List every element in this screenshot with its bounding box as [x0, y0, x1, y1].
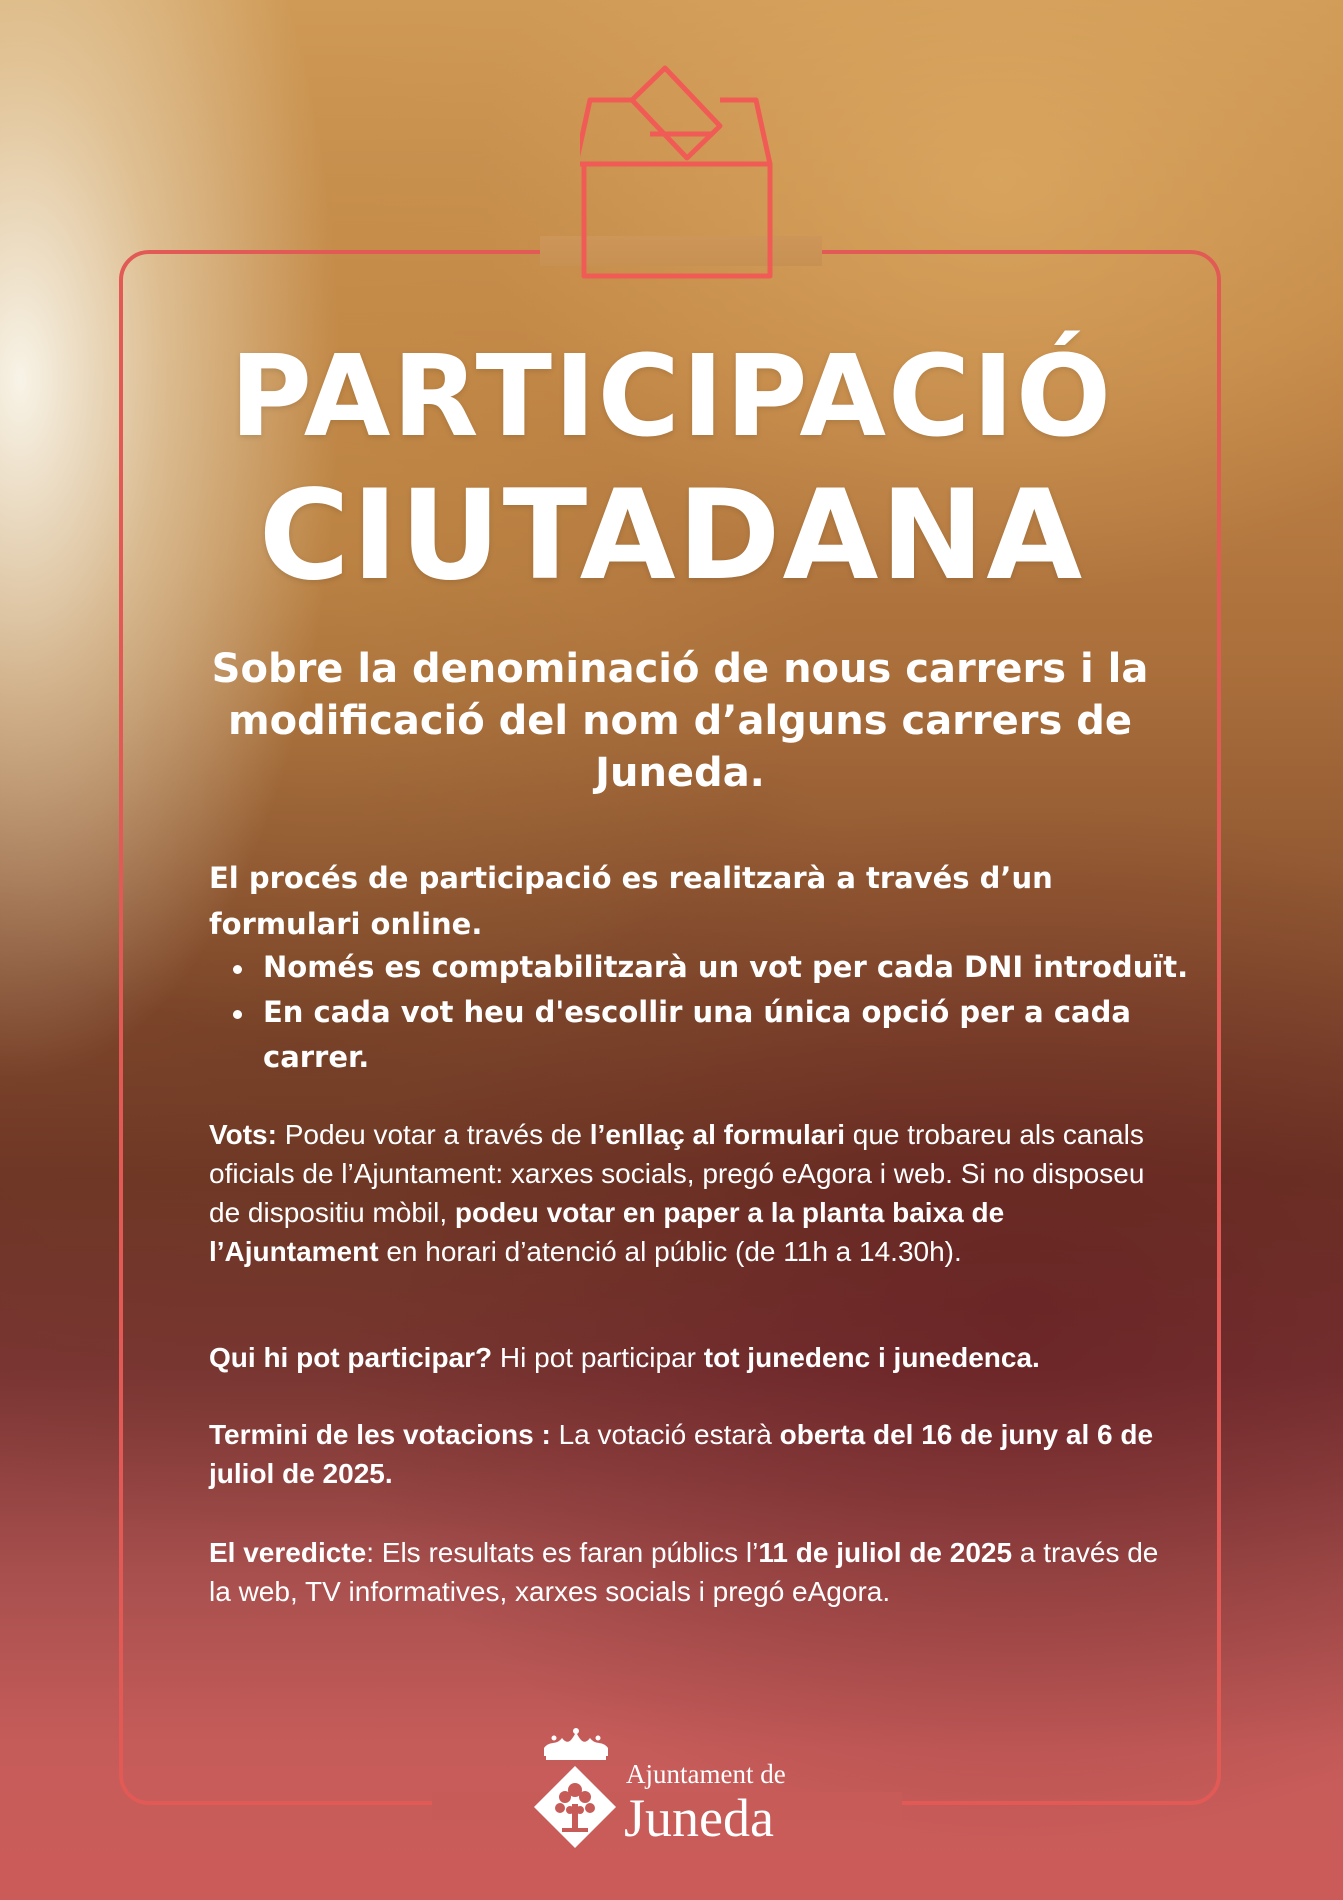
- vots-label: Vots:: [209, 1119, 277, 1150]
- crown-icon: [540, 1726, 612, 1760]
- subtitle: Sobre la denominació de nous carrers i la modificació del nom d’alguns carrers de Juneda.: [211, 646, 1149, 796]
- termini-paragraph: [209, 1415, 1169, 1493]
- vots-text-2: que trobareu als canals oficials de l’Ajuntament: xarxes socials, pregó eAgora i web. Si no disposeu de dispositiu mòbil,: [209, 1119, 1145, 1228]
- veredicte-label: El veredicte: [209, 1537, 367, 1568]
- veredicte-text-1: : Els resultats es faran públics l’: [366, 1537, 759, 1568]
- vots-text-3: en horari d’atenció al públic (de 11h a 14.30h).: [378, 1236, 962, 1267]
- qui-label: Qui hi pot participar?: [209, 1342, 493, 1373]
- title-line-1: PARTICIPACIÓ: [229, 332, 1114, 462]
- termini-dates: oberta del 16 de juny al 6 de juliol de 2025.: [209, 1419, 1154, 1489]
- vots-form-link-text: l’enllaç al formulari: [589, 1119, 845, 1150]
- termini-text-1: La votació estarà: [550, 1419, 780, 1450]
- rules-list: [209, 945, 1223, 1080]
- qui-text-1: Hi pot participar: [492, 1342, 704, 1373]
- ballot-box-icon: [580, 52, 780, 284]
- logo-juneda: Juneda: [624, 1788, 774, 1848]
- qui-paragraph: [209, 1338, 1169, 1377]
- vots-paper-text: podeu votar en paper a la planta baixa de l’Ajuntament: [209, 1197, 1005, 1267]
- vots-text-1: Podeu votar a través de: [276, 1119, 590, 1150]
- veredicte-date: 11 de juliol de 2025: [758, 1537, 1013, 1568]
- tree-shield-icon: [532, 1764, 618, 1850]
- veredicte-text-2: a través de la web, TV informatives, xarxes socials i pregó eAgora.: [209, 1537, 1159, 1607]
- rule-item: Només es comptabilitzarà un vot per cada DNI introduït.: [263, 945, 1223, 990]
- intro-text: El procés de participació es realitzarà a través d’un formulari online.: [209, 861, 1053, 941]
- rule-item: En cada vot heu d'escollir una única opció per a cada carrer.: [263, 990, 1223, 1080]
- veredicte-paragraph: [209, 1533, 1169, 1611]
- title-line-2: CIUTADANA: [258, 464, 1085, 608]
- logo-ajuntament-de: Ajuntament de: [626, 1759, 786, 1789]
- qui-bold: tot junedenc i junedenca.: [703, 1342, 1040, 1373]
- vots-paragraph: [209, 1115, 1169, 1271]
- termini-label: Termini de les votacions :: [209, 1419, 551, 1450]
- ajuntament-logo: [532, 1726, 832, 1856]
